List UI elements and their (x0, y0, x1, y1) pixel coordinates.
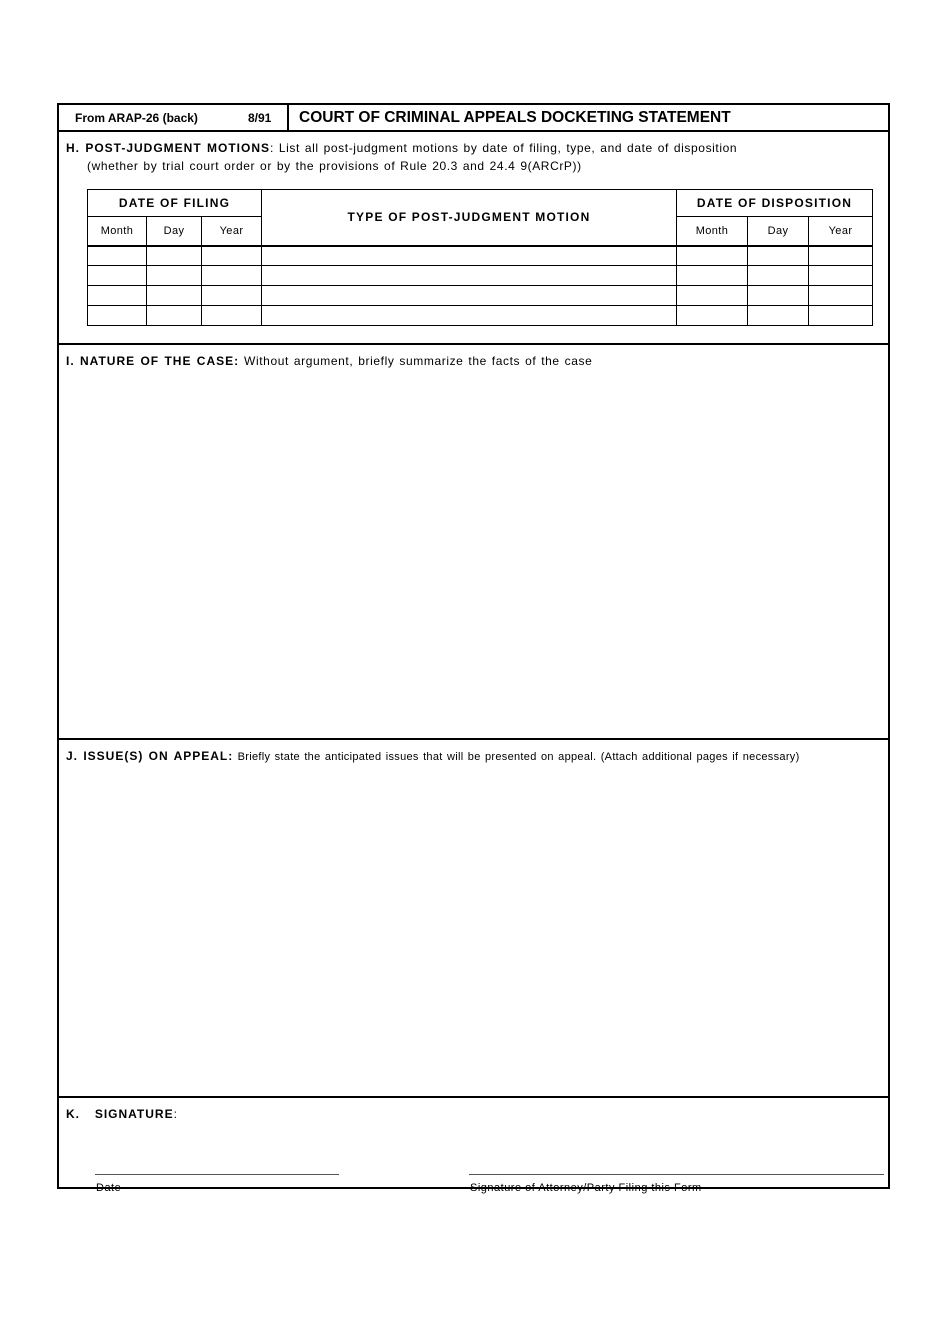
filing-year-cell[interactable] (202, 306, 262, 326)
section-h-text-line1: : List all post-judgment motions by date of filing, type, and date of disposition (270, 141, 738, 155)
disposition-month-header: Month (677, 217, 748, 246)
disposition-day-cell[interactable] (748, 246, 809, 266)
filing-day-cell[interactable] (147, 246, 202, 266)
date-caption: Date (96, 1182, 122, 1194)
motion-row (88, 286, 873, 306)
section-i-text: Without argument, briefly summarize the facts of the case (239, 354, 593, 368)
section-h-text-line2: (whether by trial court order or by the provisions of Rule 20.3 and 24.4 9(ARCrP)) (87, 159, 582, 173)
form-header (59, 105, 888, 132)
filing-year-cell[interactable] (202, 246, 262, 266)
date-of-filing-header: DATE OF FILING (88, 190, 262, 217)
form-revision-date: 8/91 (248, 111, 272, 125)
motion-row (88, 306, 873, 326)
filing-year-cell[interactable] (202, 286, 262, 306)
signature-line[interactable] (469, 1174, 884, 1175)
disposition-year-cell[interactable] (809, 286, 873, 306)
section-issues-on-appeal[interactable] (59, 740, 888, 1098)
disposition-day-header: Day (748, 217, 809, 246)
section-j-text: Briefly state the anticipated issues that will be presented on appeal. (Attach additional pages if necessary) (233, 751, 800, 763)
disposition-year-cell[interactable] (809, 306, 873, 326)
disposition-day-cell[interactable] (748, 306, 809, 326)
filing-day-cell[interactable] (147, 266, 202, 286)
disposition-month-cell[interactable] (677, 306, 748, 326)
disposition-month-cell[interactable] (677, 286, 748, 306)
disposition-month-cell[interactable] (677, 246, 748, 266)
disposition-day-cell[interactable] (748, 286, 809, 306)
post-judgment-motions-table (87, 189, 873, 326)
motion-type-cell[interactable] (262, 246, 677, 266)
section-h-label: H. POST-JUDGMENT MOTIONS (66, 141, 271, 155)
section-post-judgment-motions (59, 132, 888, 345)
section-nature-of-case[interactable] (59, 345, 888, 740)
filing-day-header: Day (147, 217, 202, 246)
section-i-label: I. NATURE OF THE CASE: (66, 354, 240, 368)
section-j-instructions (66, 747, 880, 766)
section-h-instructions (66, 139, 880, 175)
filing-day-cell[interactable] (147, 306, 202, 326)
motion-row (88, 246, 873, 266)
docketing-statement-form (57, 103, 890, 1194)
section-i-instructions (66, 352, 880, 370)
date-of-disposition-header: DATE OF DISPOSITION (677, 190, 873, 217)
filing-day-cell[interactable] (147, 286, 202, 306)
section-j-label: J. ISSUE(S) ON APPEAL: (66, 749, 234, 763)
section-k-letter: K. (66, 1107, 80, 1121)
section-k-colon: : (173, 1107, 178, 1121)
filing-year-header: Year (202, 217, 262, 246)
signature-caption: Signature of Attorney/Party Filing this Form (470, 1182, 702, 1194)
disposition-month-cell[interactable] (677, 266, 748, 286)
filing-month-header: Month (88, 217, 147, 246)
disposition-year-cell[interactable] (809, 246, 873, 266)
section-k-heading (66, 1105, 880, 1123)
filing-year-cell[interactable] (202, 266, 262, 286)
form-title: COURT OF CRIMINAL APPEALS DOCKETING STATEMENT (299, 109, 731, 126)
section-signature (59, 1098, 888, 1194)
motion-type-header: TYPE OF POST-JUDGMENT MOTION (262, 190, 677, 246)
filing-month-cell[interactable] (88, 246, 147, 266)
motion-type-cell[interactable] (262, 286, 677, 306)
filing-month-cell[interactable] (88, 266, 147, 286)
form-id-box (59, 105, 289, 130)
form-id: From ARAP-26 (back) (75, 111, 198, 125)
motion-type-cell[interactable] (262, 266, 677, 286)
motion-type-cell[interactable] (262, 306, 677, 326)
section-k-label: SIGNATURE (94, 1107, 174, 1121)
disposition-year-cell[interactable] (809, 266, 873, 286)
filing-month-cell[interactable] (88, 286, 147, 306)
disposition-year-header: Year (809, 217, 873, 246)
filing-month-cell[interactable] (88, 306, 147, 326)
disposition-day-cell[interactable] (748, 266, 809, 286)
date-line[interactable] (95, 1174, 339, 1175)
motion-row (88, 266, 873, 286)
